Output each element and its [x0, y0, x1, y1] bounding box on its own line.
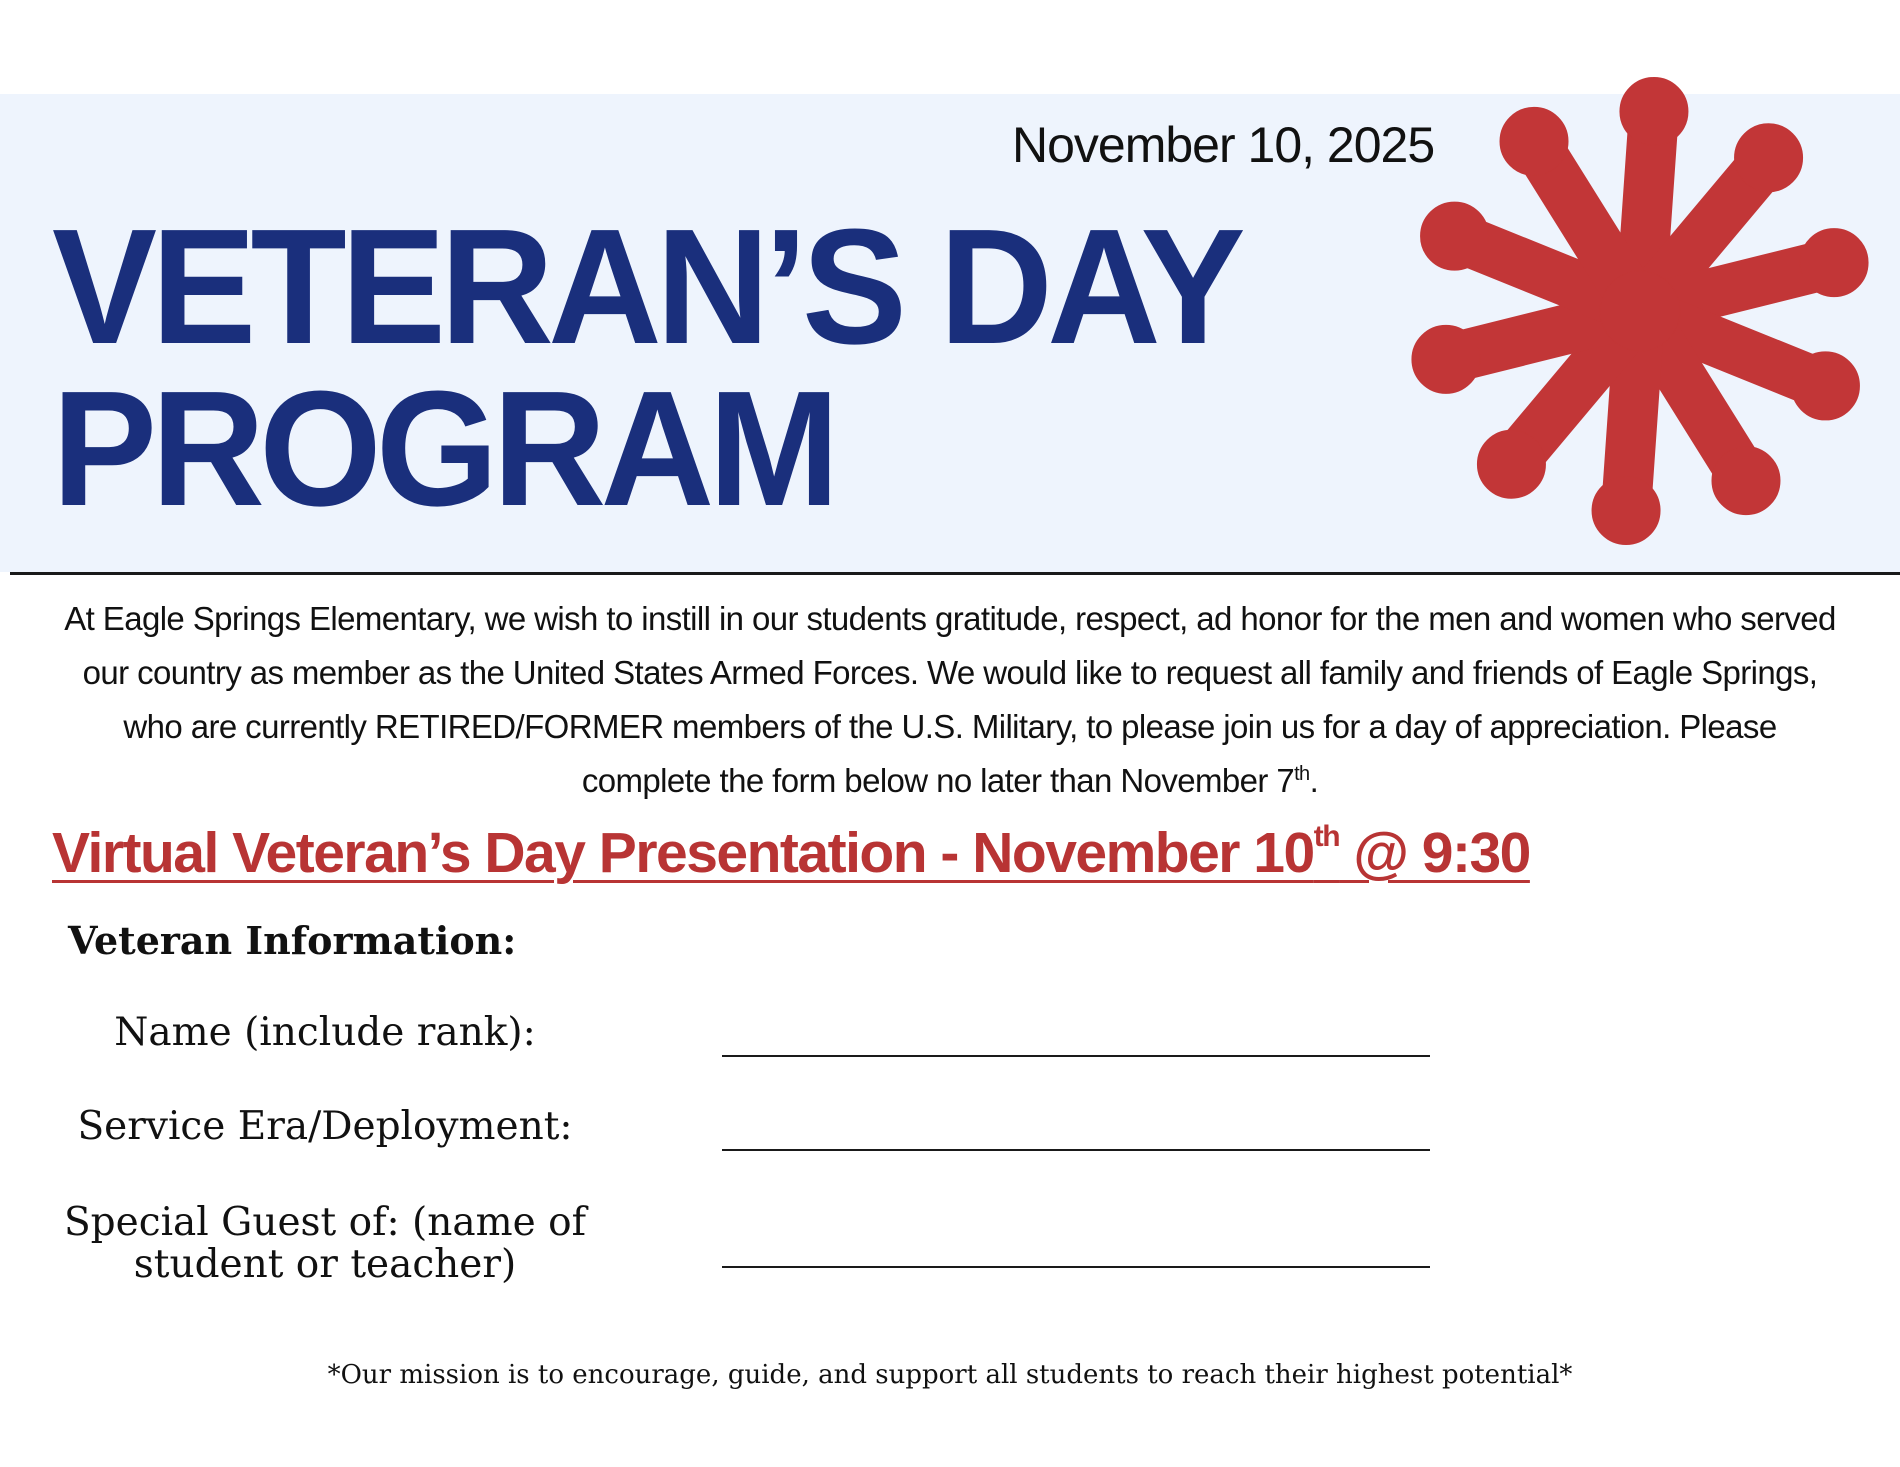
name-field-label: Name (include rank):	[114, 1010, 536, 1055]
starburst-center	[1600, 271, 1680, 351]
intro-text-end: .	[1309, 762, 1319, 799]
name-field-line[interactable]	[722, 1055, 1430, 1057]
intro-superscript: th	[1294, 763, 1310, 785]
starburst-petal-tip	[1800, 229, 1868, 297]
intro-paragraph	[60, 592, 1840, 808]
title-line-2: PROGRAM	[52, 357, 834, 540]
red-starburst-icon	[1395, 66, 1885, 556]
special-guest-field-line[interactable]	[722, 1266, 1430, 1268]
event-date: November 10, 2025	[1012, 117, 1435, 173]
header-divider	[10, 572, 1900, 575]
starburst-petal-tip	[1712, 447, 1780, 515]
intro-text: At Eagle Springs Elementary, we wish to instill in our students gratitude, respect, ad honor for the men and women who served our country as member as the United States Armed Forces. We would like to request all family and friends of Eagle Springs, who are currently RETIRED/FORMER members of the U.S. Military, to please join us for a day of appreciation. Please complete the form below no later than November 7	[64, 600, 1836, 799]
service-era-field-label: Service Era/Deployment:	[77, 1104, 573, 1149]
starburst-petal-tip	[1791, 352, 1859, 420]
starburst-petal-tip	[1477, 430, 1545, 498]
starburst-petal-tip	[1421, 202, 1489, 270]
mission-statement: *Our mission is to encourage, guide, and support all students to reach their highest potential*	[327, 1360, 1573, 1390]
starburst-petal-tip	[1500, 107, 1568, 175]
presentation-superscript: th	[1313, 820, 1340, 853]
presentation-heading	[52, 820, 1530, 886]
starburst-petal-tip	[1412, 325, 1480, 393]
special-guest-field-label: Special Guest of: (name of student or teacher)	[63, 1200, 587, 1287]
page-title	[52, 195, 1240, 540]
veteran-information-heading: Veteran Information:	[68, 918, 517, 963]
presentation-text: Virtual Veteran’s Day Presentation - November 10	[52, 821, 1314, 885]
starburst-petal-tip	[1735, 124, 1803, 192]
title-line-1: VETERAN’S DAY	[52, 195, 1240, 378]
service-era-field-line[interactable]	[722, 1149, 1430, 1151]
starburst-petal-tip	[1620, 77, 1688, 145]
starburst-petal-tip	[1592, 477, 1660, 545]
presentation-time: @ 9:30	[1339, 821, 1530, 885]
